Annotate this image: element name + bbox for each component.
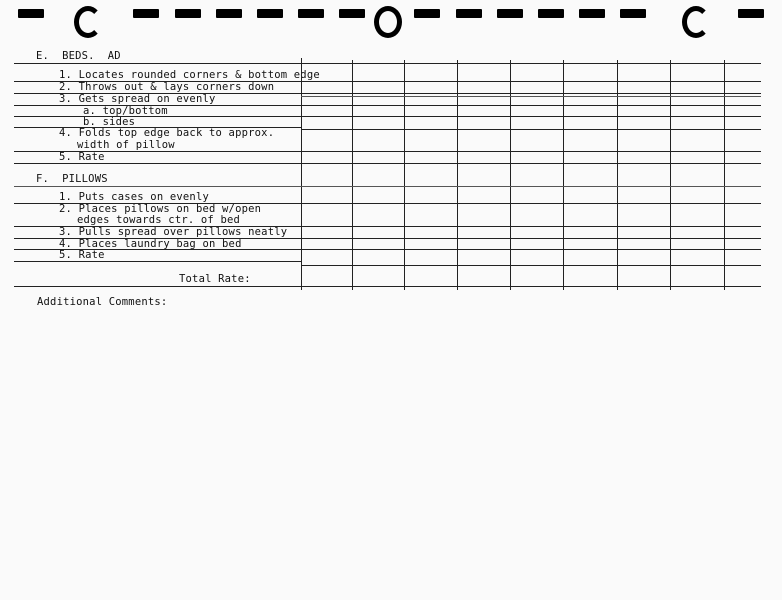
grid-row-line [301,186,761,187]
additional-comments-label: Additional Comments: [37,296,168,308]
grid-row-line [301,286,761,287]
section-f-heading: F. PILLOWS [36,173,108,185]
grid-row-line [301,265,761,266]
punch-dash [538,9,564,18]
divider [14,116,301,117]
section-e-heading: E. BEDS. AD [36,50,121,62]
grid-row-line [301,116,761,117]
punch-dash [414,9,440,18]
punch-dash [175,9,201,18]
binder-hole-icon [682,6,710,38]
punch-dash [456,9,482,18]
grid-row-line [301,105,761,106]
checklist-item: 1. Puts cases on evenly [59,191,209,203]
checklist-subitem: a. top/bottom [83,105,168,117]
checklist-item: 5. Rate [59,249,105,261]
divider [14,286,301,287]
grid-column-line [563,60,564,290]
divider [14,163,301,164]
grid-column-line [457,60,458,290]
checklist-item: 3. Pulls spread over pillows neatly [59,226,288,238]
grid-row-line [301,238,761,239]
punch-dash [298,9,324,18]
total-rate-label: Total Rate: [179,273,251,285]
checklist-item-continued: width of pillow [77,139,175,151]
checklist-item: 2. Places pillows on bed w/open [59,203,262,215]
grid-column-line [724,60,725,290]
punch-dash [579,9,605,18]
grid-row-line [301,63,761,64]
grid-row-line [301,129,761,130]
checklist-item: 4. Folds top edge back to approx. [59,127,275,139]
divider [14,186,301,187]
checklist-item: 1. Locates rounded corners & bottom edge [59,69,320,81]
punch-dash [339,9,365,18]
divider [14,261,301,262]
divider [14,63,301,64]
punch-dash [133,9,159,18]
punch-dash [18,9,44,18]
grid-row-line [301,81,761,82]
grid-row-line [301,163,761,164]
checklist-item: 2. Throws out & lays corners down [59,81,275,93]
punch-dash [620,9,646,18]
binder-hole-icon [374,6,402,38]
grid-column-line [617,60,618,290]
checklist-item-continued: edges towards ctr. of bed [77,214,241,226]
grid-row-line [301,93,761,94]
grid-row-line [301,151,761,152]
checklist-item: 4. Places laundry bag on bed [59,238,242,250]
binder-hole-icon [74,6,102,38]
grid-row-line [301,203,761,204]
grid-column-line [352,60,353,290]
grid-row-line [301,96,761,97]
punch-dash [497,9,523,18]
grid-column-line [510,60,511,290]
punch-dash [257,9,283,18]
checklist-item: 3. Gets spread on evenly [59,93,216,105]
grid-column-line [670,60,671,290]
divider [14,249,301,250]
punch-dash [216,9,242,18]
grid-row-line [301,226,761,227]
divider [14,151,301,152]
grid-row-line [301,249,761,250]
grid-column-line [404,60,405,290]
binder-punch-strip [0,0,782,34]
checklist-subitem: b. sides [83,116,136,128]
checklist-item: 5. Rate [59,151,105,163]
punch-dash [738,9,764,18]
